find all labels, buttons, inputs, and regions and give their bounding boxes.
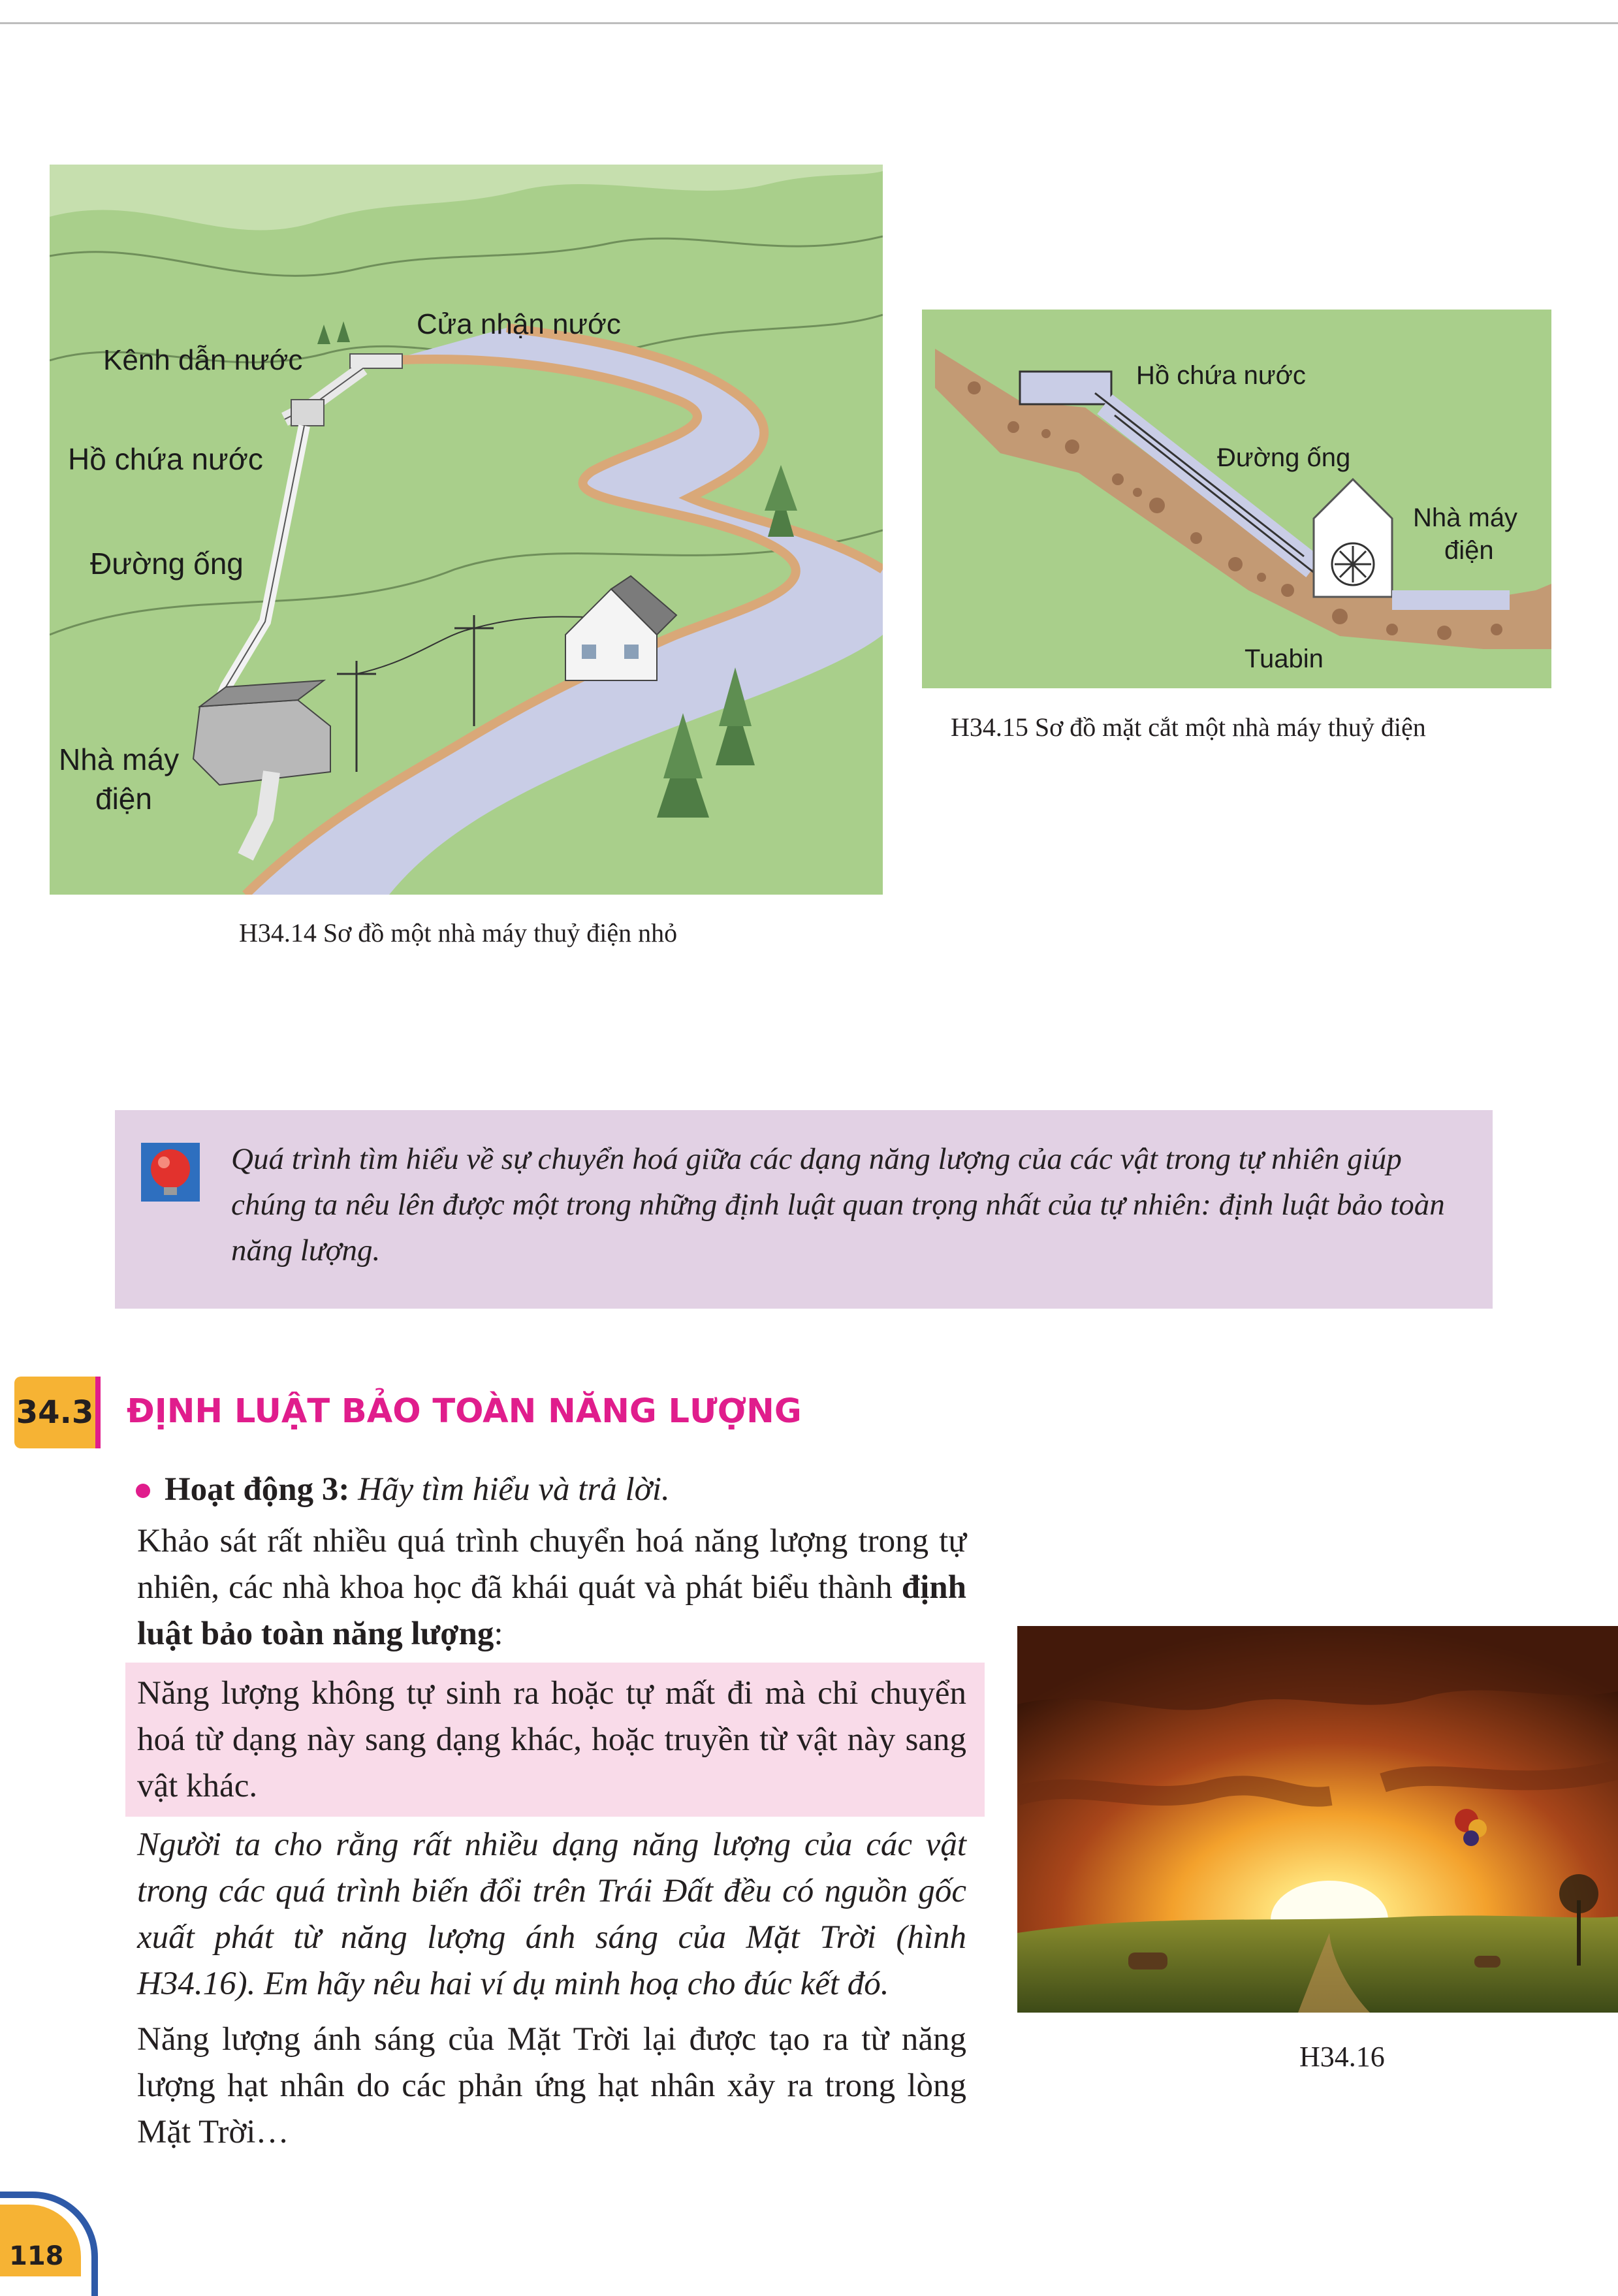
closing-paragraph: Năng lượng ánh sáng của Mặt Trời lại được tạo ra từ năng lượng hạt nhân do các phản ứng hạt nhân xảy ra trong lòng Mặt Trời… [137, 2021, 966, 2150]
page-number: 118 [0, 2205, 81, 2276]
law-text: Năng lượng không tự sinh ra hoặc tự mất đi mà chỉ chuyển hoá từ dạng này sang dạng khác, hoặc truyền từ vật này sang vật khác. [137, 1675, 966, 1804]
intro-start: Khảo sát rất nhiều quá trình chuyển hoá năng lượng trong tự nhiên, các nhà khoa học đã khái quát và phát biểu thành [137, 1523, 966, 1606]
section-number-bar [95, 1377, 101, 1448]
activity-label: Hoạt động 3: [165, 1471, 350, 1508]
activity-line [165, 1467, 670, 1513]
law-box [125, 1663, 985, 1817]
red-bulb-icon [141, 1143, 200, 1202]
label-pipe: Đường ống [90, 547, 244, 581]
figure-hydropower-plant [50, 165, 883, 895]
label-canal: Kênh dẫn nước [103, 344, 303, 376]
caption-h34-16: H34.16 [1299, 2041, 1385, 2073]
activity-instruction: Hãy tìm hiểu và trả lời. [358, 1471, 670, 1508]
label-cs-plant-line2: điện [1444, 536, 1494, 565]
label-reservoir: Hồ chứa nước [68, 442, 263, 476]
caption-h34-14: H34.14 Sơ đồ một nhà máy thuỷ điện nhỏ [239, 918, 678, 948]
section-title: ĐỊNH LUẬT BẢO TOÀN NĂNG LƯỢNG [127, 1392, 802, 1431]
sunset-photo [1017, 1626, 1618, 2013]
note-box [115, 1110, 1493, 1309]
intro-end: : [494, 1616, 503, 1652]
label-cs-reservoir: Hồ chứa nước [1136, 361, 1306, 390]
label-plant-line2: điện [95, 782, 152, 816]
hydropower-landscape-illustration [50, 165, 883, 895]
intro-paragraph [137, 1518, 966, 1657]
question-paragraph: Người ta cho rằng rất nhiều dạng năng lượng của các vật trong các quá trình biến đổi trên Trái Đất đều có nguồn gốc xuất phát từ năng lượng ánh sáng của Mặt Trời (hình H34.16). Em hãy nêu hai ví dụ minh hoạ cho đúc kết đó. [137, 1826, 966, 2002]
label-cs-pipe: Đường ống [1217, 443, 1351, 472]
magenta-dot-icon [136, 1484, 150, 1498]
label-intake: Cửa nhận nước [417, 308, 621, 340]
figure-sunset-photo [1017, 1626, 1618, 2013]
section-number: 34.3 [14, 1377, 95, 1448]
intro-bold: định luật bảo toàn năng lượng [137, 1569, 966, 1652]
label-plant-line1: Nhà máy [59, 742, 180, 776]
label-cs-plant-line1: Nhà máy [1413, 503, 1518, 532]
top-rule [0, 22, 1618, 24]
caption-h34-15: H34.15 Sơ đồ mặt cắt một nhà máy thuỷ điện [951, 712, 1426, 742]
figure-hydropower-cross-section [922, 310, 1551, 688]
label-cs-turbine: Tuabin [1245, 645, 1324, 673]
note-text: Quá trình tìm hiểu về sự chuyển hoá giữa các dạng năng lượng của các vật trong tự nhiên giúp chúng ta nêu lên được một trong những định luật quan trọng nhất của tự nhiên: định luật bảo toàn năng lượng. [231, 1142, 1445, 1268]
